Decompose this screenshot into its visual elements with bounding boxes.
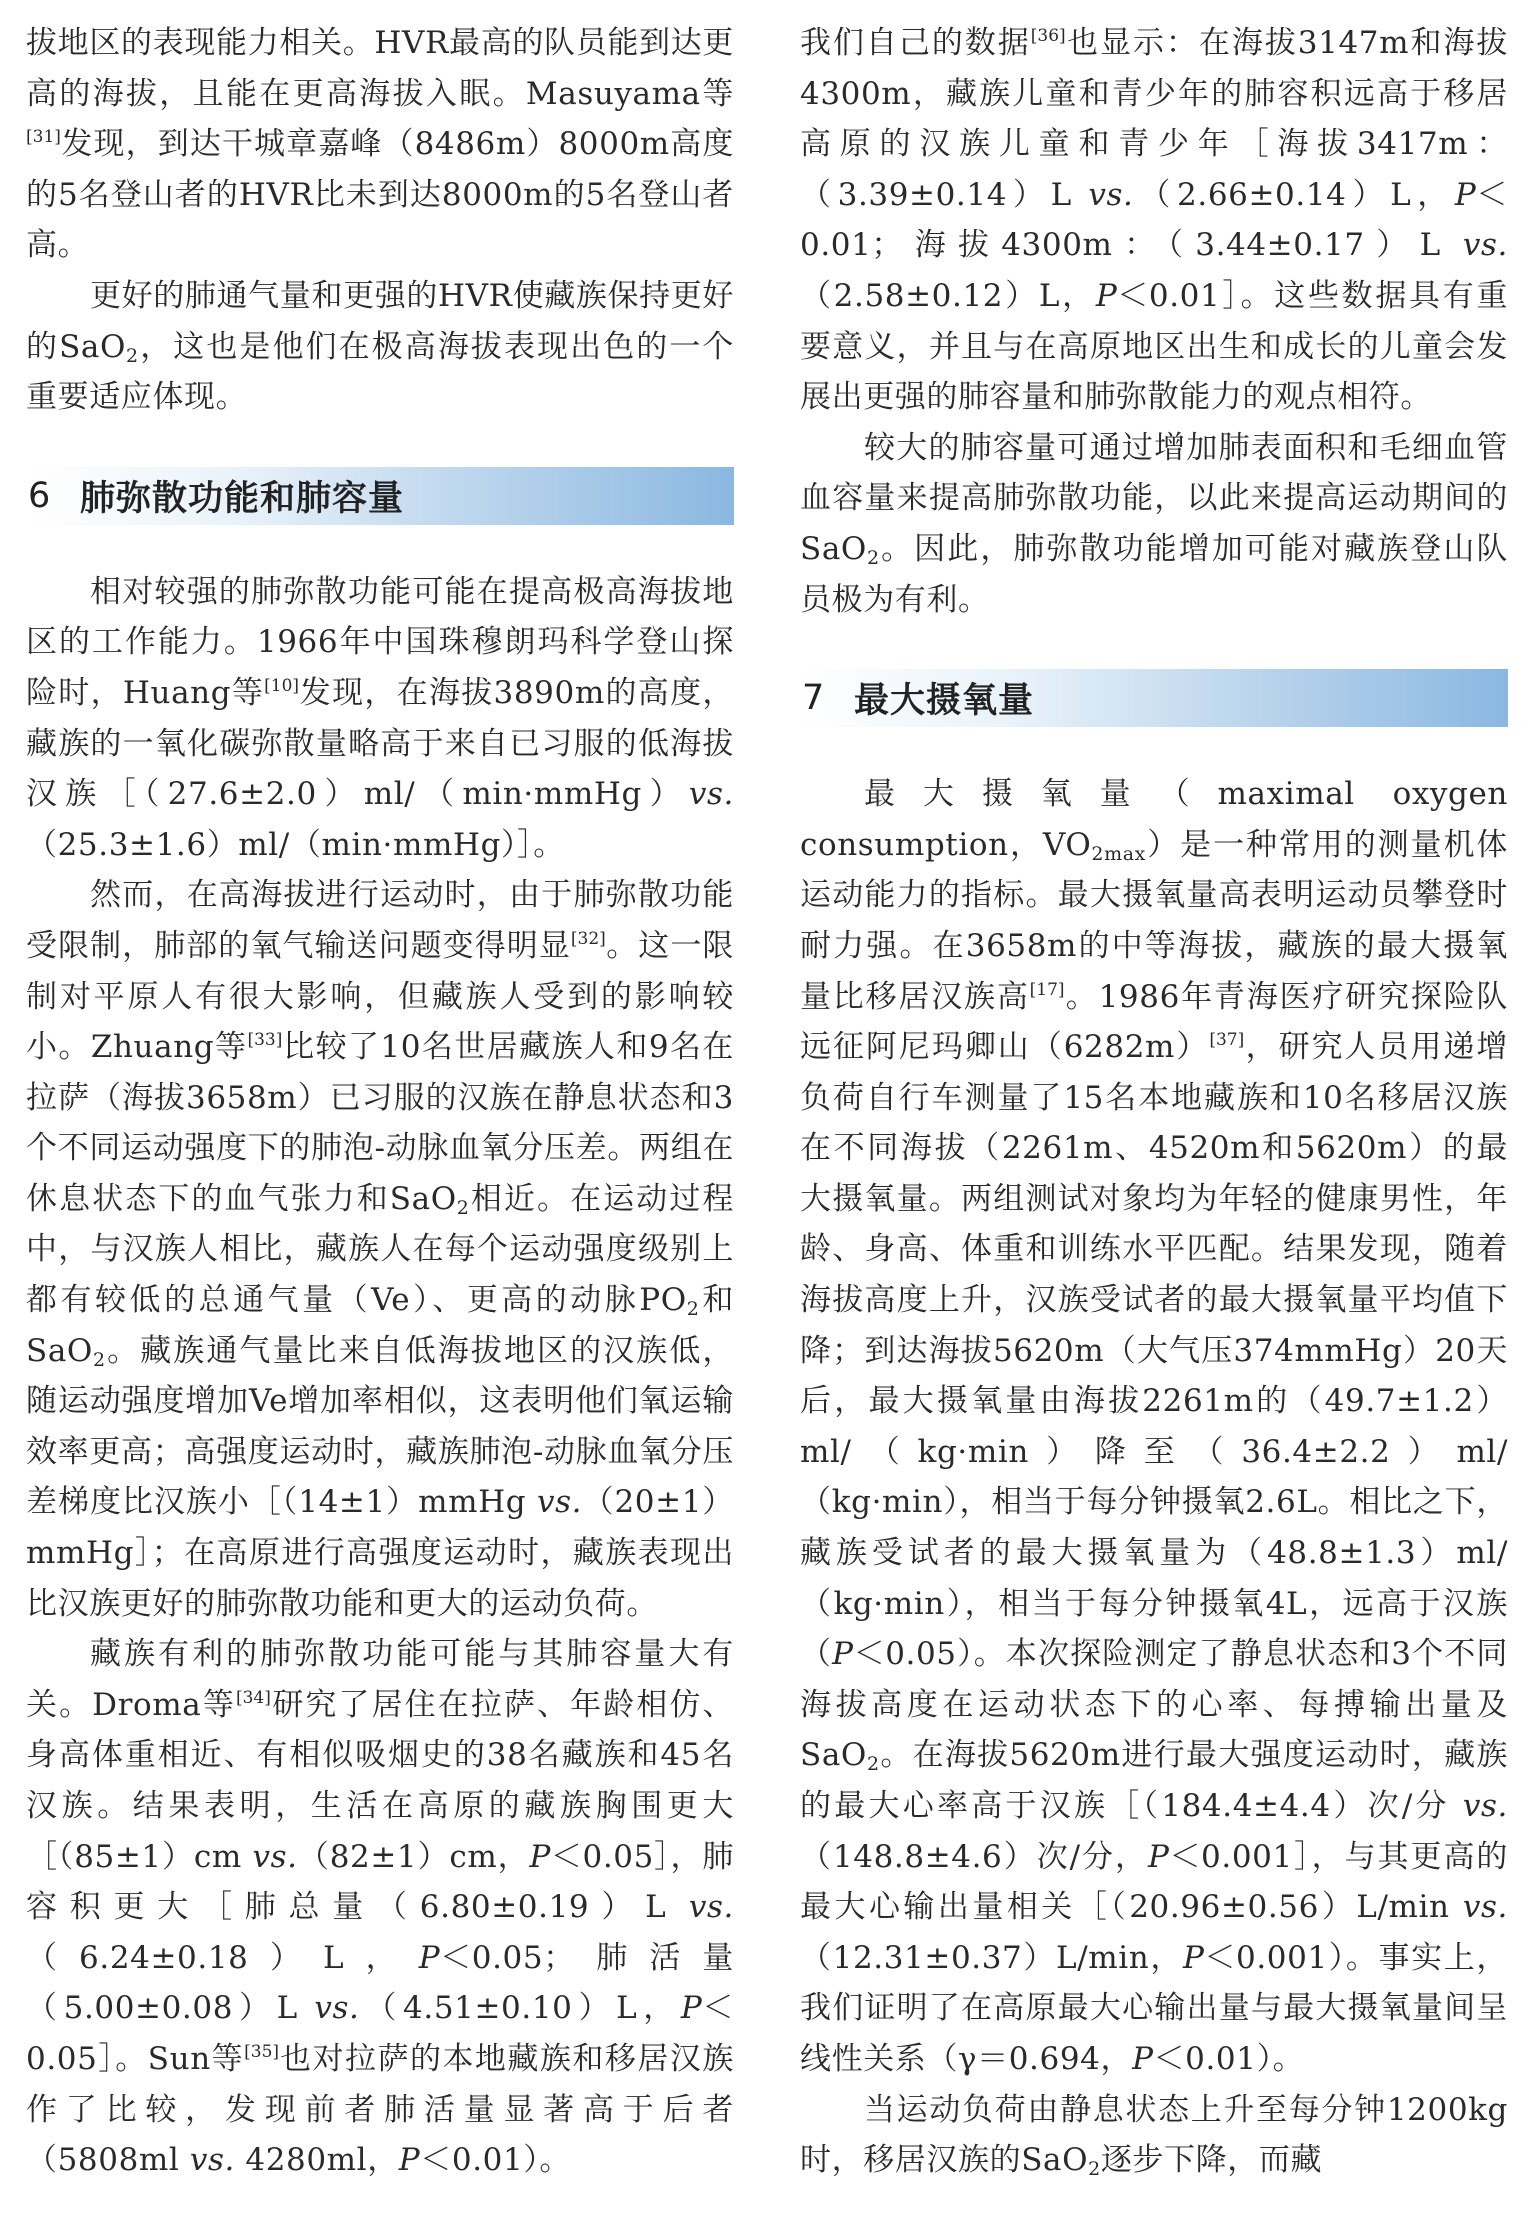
- paragraph-vo2max: 最大摄氧量（maximal oxygen consumption，$VO_{2max}$）是一种常用的测量机体运动能力的指标。最大摄氧量高表明运动员攀登时耐力强。在3658m的中等海拔，藏族的最大摄氧量比移居汉族高[17]。1986年青海医疗研究探险队远征阿尼玛卿山（6282m）[37]，研究人员用递增负荷自行车测量了15名本地藏族和10名移居汉族在不同海拔（2261m、4520m和5620m）的最大摄氧量。两组测试对象均为年轻的健康男性，年龄、身高、体重和训练水平匹配。结果发现，随着海拔高度上升，汉族受试者的最大摄氧量平均值下降；到达海拔5620m（大气压374mmHg）20天后，最大摄氧量由海拔2261m的（49.7±1.2）ml/（kg·min）降至（36.4±2.2）ml/（kg·min），相当于每分钟摄氧2.6L。相比之下，藏族受试者的最大摄氧量为（48.8±1.3）ml/（kg·min），相当于每分钟摄氧4L，远高于汉族（P＜0.05）。本次探险测定了静息状态和3个不同海拔高度在运动状态下的心率、每搏输出量及SaO$_2$。在海拔5620m进行最大强度运动时，藏族的最大心率高于汉族［（184.4±4.4）次/分 vs.（148.8±4.6）次/分，P＜0.001］，与其更高的最大心输出量相关［（20.96±0.56）L/min vs.（12.31±0.37）L/min，P＜0.001）。事实上，我们证明了在高原最大心输出量与最大摄氧量间呈线性关系（γ＝0.694，P＜0.01）。: [800, 776, 1509, 2077]
- section-heading-6: [26, 467, 734, 525]
- paragraph-own-data: 我们自己的数据[36]也显示：在海拔3147m和海拔4300m，藏族儿童和青少年的肺容积远高于移居高原的汉族儿童和青少年［海拔3417m：（3.39±0.14）L vs.（2.66±0.14）L，P＜0.01；海拔4300m：（3.44±0.17）L vs.（2.58±0.12）L，P＜0.01］。这些数据具有重要意义，并且与在高原地区出生和成长的儿童会发展出更强的肺容量和肺弥散能力的观点相符。: [800, 25, 1508, 416]
- citation[interactable]: [31]: [26, 127, 61, 148]
- citation[interactable]: [10]: [264, 675, 300, 696]
- citation[interactable]: [17]: [1029, 979, 1065, 1000]
- citation[interactable]: [37]: [1209, 1030, 1245, 1051]
- left-column: [26, 18, 734, 2186]
- section-title: 肺弥散功能和肺容量: [80, 478, 405, 519]
- citation[interactable]: [36]: [1030, 26, 1066, 46]
- paragraph-lung-volume: 藏族有利的肺弥散功能可能与其肺容量大有关。Droma等[34]研究了居住在拉萨、年龄相仿、身高体重相近、有相似吸烟史的38名藏族和45名汉族。结果表明，生活在高原的藏族胸围更大［（85±1）cm vs.（82±1）cm，P＜0.05］，肺容积更大［肺总量（6.80±0.19）L vs.（6.24±0.18）L，P＜0.05；肺活量（5.00±0.08）L vs.（4.51±0.10）L，P＜0.05］。Sun等[35]也对拉萨的本地藏族和移居汉族作了比较，发现前者肺活量显著高于后者（5808ml vs. 4280ml，P＜0.01）。: [26, 1636, 735, 2179]
- citation[interactable]: [32]: [570, 928, 606, 949]
- citation[interactable]: [34]: [235, 1687, 271, 1708]
- paragraph-diffusion-intro: 相对较强的肺弥散功能可能在提高极高海拔地区的工作能力。1966年中国珠穆朗玛科学登山探险时，Huang等[10]发现，在海拔3890m的高度，藏族的一氧化碳弥散量略高于来自已习服的低海拔汉族［（27.6±2.0）ml/（min·mmHg）vs.（25.3±1.6）ml/（min·mmHg）］。: [26, 573, 734, 863]
- citation[interactable]: [35]: [244, 2041, 280, 2062]
- citation[interactable]: [33]: [247, 1030, 283, 1051]
- paragraph-lung-volume-benefit: 较大的肺容量可通过增加肺表面积和毛细血管血容量来提高肺弥散功能，以此来提高运动期间的SaO$_2$。因此，肺弥散功能增加可能对藏族登山队员极为有利。: [800, 429, 1508, 618]
- right-column: [800, 18, 1508, 2186]
- paragraph-hvr-continuation: 拔地区的表现能力相关。HVR最高的队员能到达更高的海拔，且能在更高海拔入眠。Masuyama等[31]发现，到达干城章嘉峰（8486m）8000m高度的5名登山者的HVR比未到达8000m的5名登山者高。: [26, 25, 734, 264]
- paragraph-hvr-summary: 更好的肺通气量和更强的HVR使藏族保持更好的SaO$_2$，这也是他们在极高海拔表现出色的一个重要适应体现。: [26, 277, 734, 416]
- paragraph-sao2-exercise: 当运动负荷由静息状态上升至每分钟1200kg时，移居汉族的SaO$_2$逐步下降，而藏: [800, 2091, 1508, 2181]
- paragraph-diffusion-exercise: 然而，在高海拔进行运动时，由于肺弥散功能受限制，肺部的氧气输送问题变得明显[32]。这一限制对平原人有很大影响，但藏族人受到的影响较小。Zhuang等[33]比较了10名世居藏族人和9名在拉萨（海拔3658m）已习服的汉族在静息状态和3个不同运动强度下的肺泡-动脉血氧分压差。两组在休息状态下的血气张力和SaO$_2$相近。在运动过程中，与汉族人相比，藏族人在每个运动强度级别上都有较低的总通气量（Ve）、更高的动脉$PO_2$和SaO$_2$。藏族通气量比来自低海拔地区的汉族低，随运动强度增加Ve增加率相似，这表明他们氧运输效率更高；高强度运动时，藏族肺泡-动脉血氧分压差梯度比汉族小［（14±1）mmHg vs.（20±1）mmHg］；在高原进行高强度运动时，藏族表现出比汉族更好的肺弥散功能和更大的运动负荷。: [26, 877, 735, 1622]
- section-number: 6: [28, 475, 51, 516]
- section-number: 7: [802, 678, 825, 719]
- section-title: 最大摄氧量: [854, 681, 1035, 722]
- section-heading-7: [800, 669, 1508, 727]
